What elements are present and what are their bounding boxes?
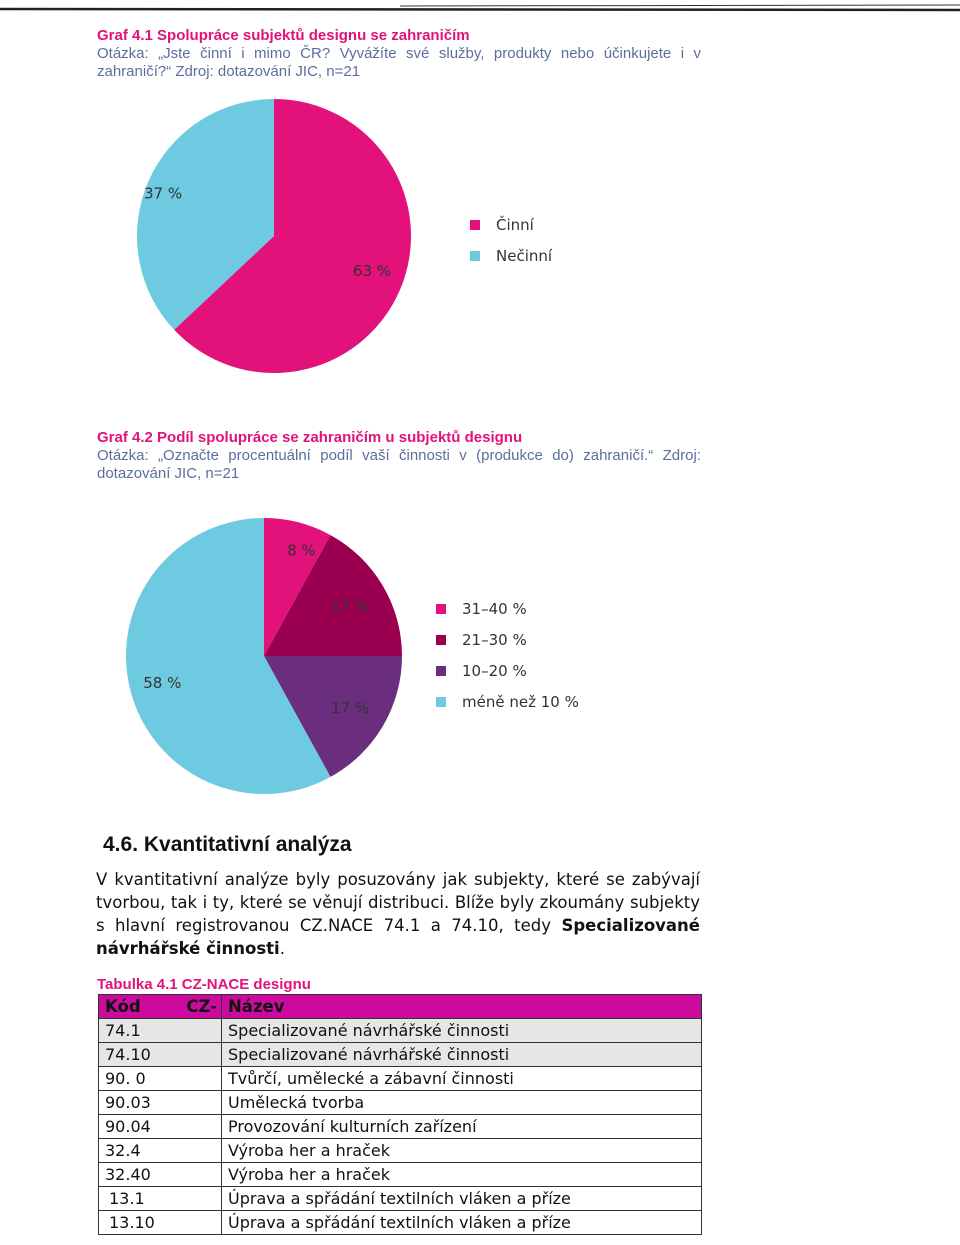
table-row	[99, 1211, 702, 1235]
paragraph-bold: Specializované návrhářské činnosti	[96, 916, 700, 958]
table-row	[99, 1139, 702, 1163]
legend-label: 31–40 %	[462, 600, 527, 618]
table-row	[99, 1187, 702, 1211]
row-name: Výroba her a hraček	[222, 1163, 702, 1187]
section-paragraph	[96, 868, 700, 960]
slice-label: 17 %	[331, 698, 370, 717]
section-title: Kvantitativní analýza	[143, 833, 352, 856]
graf1-question: Otázka: „Jste činní i mimo ČR? Vyvážíte své služby, produkty nebo účinkujete i v zahraničí?“ Zdroj: dotazování JIC, n=21	[97, 45, 701, 80]
slice-label: 8 %	[287, 541, 316, 560]
row-name: Specializované návrhářské činnosti	[222, 1043, 702, 1067]
row-code: 90. 0	[99, 1067, 222, 1091]
row-code: 32.40	[99, 1163, 222, 1187]
row-name: Tvůrčí, umělecké a zábavní činnosti	[222, 1067, 702, 1091]
legend-label: 10–20 %	[462, 662, 527, 680]
legend-swatch	[436, 666, 446, 676]
pie-chart-share	[0, 505, 960, 805]
row-code: 13.1	[99, 1187, 222, 1211]
legend-swatch	[436, 697, 446, 707]
row-code: 90.03	[99, 1091, 222, 1115]
legend-label: Činní	[496, 216, 534, 234]
legend-label: Nečinní	[496, 247, 553, 265]
pie-chart-cooperation	[0, 90, 960, 390]
table-row	[99, 1019, 702, 1043]
row-code: 32.4	[99, 1139, 222, 1163]
row-name: Specializované návrhářské činnosti	[222, 1019, 702, 1043]
graf2-question: Otázka: „Označte procentuální podíl vaší činnosti v (produkce do) zahraničí.“ Zdroj: dotazování JIC, n=21	[97, 447, 701, 482]
slice-label: 17 %	[331, 597, 370, 616]
legend-label: 21–30 %	[462, 631, 527, 649]
row-code: 74.10	[99, 1043, 222, 1067]
table-caption: Tabulka 4.1 CZ-NACE designu	[97, 976, 311, 993]
nace-table	[98, 994, 702, 1235]
row-code: 90.04	[99, 1115, 222, 1139]
table-row	[99, 1091, 702, 1115]
section-number: 4.6.	[103, 833, 139, 856]
table-row	[99, 1067, 702, 1091]
table-header-row	[99, 995, 702, 1019]
table-row	[99, 1163, 702, 1187]
legend-swatch	[436, 604, 446, 614]
row-name: Úprava a spřádání textilních vláken a příze	[222, 1211, 702, 1235]
graf2-caption	[97, 429, 701, 483]
header-code-b: CZ-	[186, 997, 217, 1016]
row-name: Umělecká tvorba	[222, 1091, 702, 1115]
legend-swatch	[436, 635, 446, 645]
table-row	[99, 1115, 702, 1139]
header-code-a: Kód	[105, 997, 141, 1016]
row-code: 74.1	[99, 1019, 222, 1043]
legend-swatch	[470, 251, 480, 261]
graf1-title: Graf 4.1 Spolupráce subjektů designu se zahraničím	[97, 27, 470, 44]
top-rule	[0, 0, 960, 14]
graf2-title: Graf 4.2 Podíl spolupráce se zahraničím u subjektů designu	[97, 429, 523, 446]
paragraph-end: .	[279, 939, 285, 958]
row-name: Provozování kulturních zařízení	[222, 1115, 702, 1139]
row-name: Úprava a spřádání textilních vláken a příze	[222, 1187, 702, 1211]
table-row	[99, 1043, 702, 1067]
legend-swatch	[470, 220, 480, 230]
slice-label: 58 %	[143, 674, 182, 693]
legend-label: méně než 10 %	[462, 693, 579, 711]
graf1-caption	[97, 27, 701, 81]
slice-label: 37 %	[143, 184, 183, 203]
header-name: Název	[222, 995, 702, 1019]
row-code: 13.10	[99, 1211, 222, 1235]
header-code	[99, 995, 222, 1019]
paragraph-text: V kvantitativní analýze byly posuzovány jak subjekty, které se zabývají tvorbou, tak i ty, které se věnují distribuci. Blíže byly zkoumány subjekty s hlavní registrovanou CZ.NACE 74.1 a 74.10, tedy	[96, 870, 700, 935]
slice-label: 63 %	[352, 261, 392, 280]
section-heading	[103, 833, 352, 857]
row-name: Výroba her a hraček	[222, 1139, 702, 1163]
